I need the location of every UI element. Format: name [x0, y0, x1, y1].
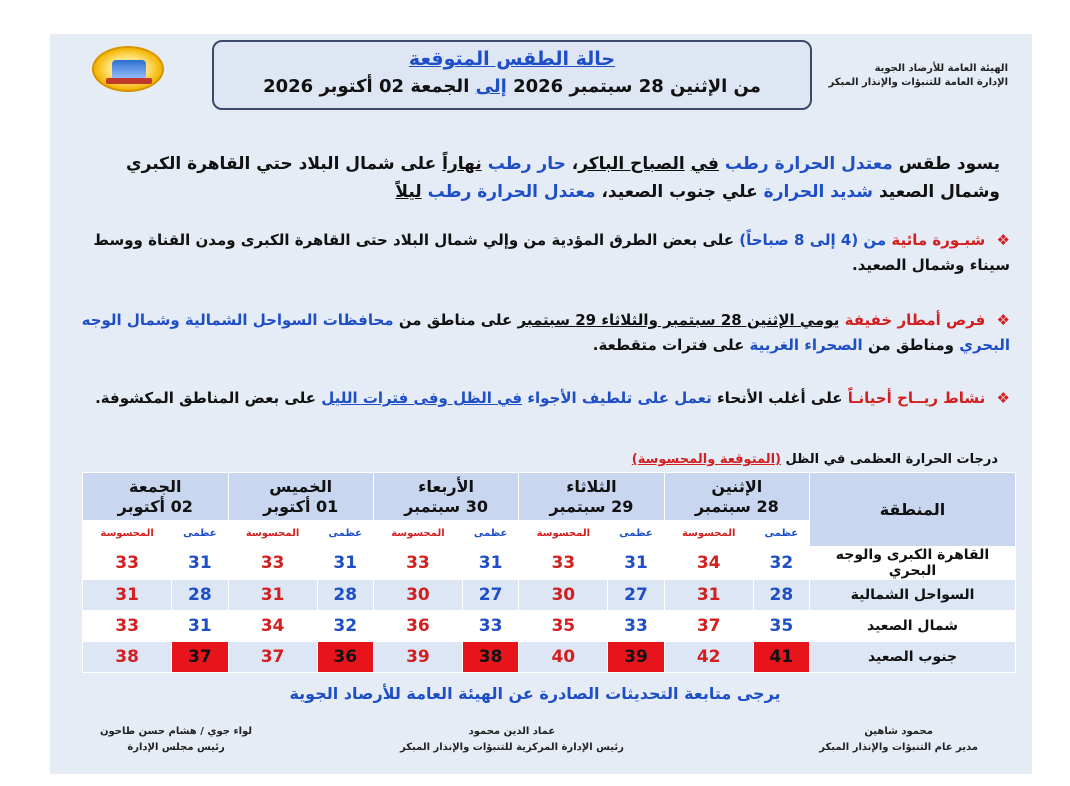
felt-temp-cell: 33 — [373, 547, 462, 580]
felt-label: المحسوسة — [373, 521, 462, 547]
diamond-bullet-icon: ❖ — [996, 231, 1010, 249]
max-temp-cell: 38 — [462, 642, 518, 673]
max-temp-cell: 32 — [753, 547, 809, 580]
intro-text: على شمال البلاد حتي القاهرة الكبري — [126, 154, 437, 174]
felt-temp-cell: 33 — [519, 547, 608, 580]
max-temp-cell: 28 — [317, 580, 373, 611]
intro-text: الصباح الباكر — [578, 154, 685, 174]
felt-temp-cell: 40 — [519, 642, 608, 673]
title-box — [212, 40, 812, 110]
region-name: جنوب الصعيد — [810, 642, 1016, 673]
max-temp-cell: 31 — [608, 547, 664, 580]
day-header: الجمعة 02 أكتوبر — [83, 473, 229, 521]
signature-right: محمود شاهين مدير عام التنبؤات والإنذار المبكر — [819, 726, 978, 753]
felt-temp-cell: 31 — [83, 580, 172, 611]
table-row — [83, 580, 1016, 611]
bullet-text: على أغلب الأنحاء — [717, 389, 843, 407]
bullet-text: على بعض الطرق المؤدية من وإلي شمال البلاد حتى القاهرة الكبرى ومدن القناة ووسط سيناء وشمال الصعيد. — [93, 231, 1010, 274]
day-header: الخميس 01 أكتوبر — [228, 473, 373, 521]
table-caption — [632, 452, 998, 467]
felt-temp-cell: 38 — [83, 642, 172, 673]
day-header: الثلاثاء 29 سبتمبر — [519, 473, 664, 521]
felt-temp-cell: 30 — [373, 580, 462, 611]
bullet-rain — [70, 308, 1010, 358]
caption-text: درجات الحرارة العظمى في الظل — [785, 452, 998, 467]
felt-temp-cell: 31 — [228, 580, 317, 611]
max-label: عظمى — [753, 521, 809, 547]
intro-paragraph — [100, 150, 1000, 206]
felt-label: المحسوسة — [83, 521, 172, 547]
page-title: حالة الطقس المتوقعة — [408, 48, 616, 70]
felt-temp-cell: 37 — [228, 642, 317, 673]
bullet-text: نشاط ريــاح أحيانـاً — [847, 389, 986, 407]
felt-temp-cell: 35 — [519, 611, 608, 642]
temperature-table — [82, 472, 1016, 673]
bullet-text: الصحراء الغربية — [749, 336, 863, 354]
bullet-text: ومناطق من — [867, 336, 954, 354]
intro-text: نهاراً — [442, 154, 482, 174]
bullet-text: على مناطق من — [398, 311, 513, 329]
table-row — [83, 642, 1016, 673]
diamond-bullet-icon: ❖ — [996, 389, 1010, 407]
max-temp-cell: 41 — [753, 642, 809, 673]
date-from: من الإثنين 28 سبتمبر 2026 — [513, 76, 761, 97]
max-temp-cell: 39 — [608, 642, 664, 673]
max-temp-cell: 27 — [462, 580, 518, 611]
felt-temp-cell: 33 — [228, 547, 317, 580]
felt-temp-cell: 36 — [373, 611, 462, 642]
bullet-text: على بعض المناطق المكشوفة. — [95, 389, 316, 407]
bullet-text: في الظل وفى فترات الليل — [321, 389, 523, 407]
felt-temp-cell: 33 — [83, 547, 172, 580]
bullet-text: من (4 إلى 8 صباحاً) — [739, 231, 887, 249]
org-department: الإدارة العامة للتنبؤات والإنذار المبكر — [828, 77, 1008, 88]
max-temp-cell: 35 — [753, 611, 809, 642]
max-temp-cell: 31 — [172, 547, 228, 580]
caption-text: (المتوقعة والمحسوسة) — [631, 452, 781, 467]
intro-text: حار رطب — [487, 154, 566, 174]
felt-label: المحسوسة — [519, 521, 608, 547]
felt-temp-cell: 33 — [83, 611, 172, 642]
felt-label: المحسوسة — [664, 521, 753, 547]
region-name: القاهرة الكبرى والوجه البحري — [810, 547, 1016, 580]
max-label: عظمى — [172, 521, 228, 547]
max-temp-cell: 37 — [172, 642, 228, 673]
bullet-text: يومي الإثنين 28 سبتمبر والثلاثاء 29 سبتمبر — [517, 311, 840, 329]
felt-temp-cell: 30 — [519, 580, 608, 611]
intro-text: معتدل الحرارة رطب — [427, 182, 596, 202]
intro-text: ليلاً — [395, 182, 422, 202]
max-temp-cell: 31 — [172, 611, 228, 642]
diamond-bullet-icon: ❖ — [996, 311, 1010, 329]
bullet-text: تعمل على تلطيف الأجواء — [527, 389, 712, 407]
org-name: الهيئة العامة للأرصاد الجوية — [874, 63, 1008, 74]
max-temp-cell: 33 — [608, 611, 664, 642]
bullet-text: على فترات متقطعة. — [592, 336, 745, 354]
org-header — [778, 62, 1008, 90]
bullet-fog — [70, 228, 1010, 278]
felt-label: المحسوسة — [228, 521, 317, 547]
region-name: شمال الصعيد — [810, 611, 1016, 642]
date-to-word: إلى — [475, 76, 507, 97]
table-row — [83, 547, 1016, 580]
felt-temp-cell: 34 — [228, 611, 317, 642]
felt-temp-cell: 37 — [664, 611, 753, 642]
max-temp-cell: 28 — [753, 580, 809, 611]
felt-temp-cell: 34 — [664, 547, 753, 580]
max-label: عظمى — [317, 521, 373, 547]
region-header: المنطقة — [810, 473, 1016, 547]
follow-updates-note: يرجى متابعة التحديثات الصادرة عن الهيئة العامة للأرصاد الجوية — [289, 684, 781, 703]
felt-temp-cell: 39 — [373, 642, 462, 673]
intro-text: علي جنوب الصعيد، — [601, 182, 758, 202]
felt-temp-cell: 31 — [664, 580, 753, 611]
max-temp-cell: 33 — [462, 611, 518, 642]
date-range — [214, 76, 810, 97]
table-row — [83, 611, 1016, 642]
region-name: السواحل الشمالية — [810, 580, 1016, 611]
date-to: الجمعة 02 أكتوبر 2026 — [263, 76, 470, 97]
max-temp-cell: 32 — [317, 611, 373, 642]
bullet-text: فرص أمطار خفيفة — [844, 311, 986, 329]
max-temp-cell: 31 — [462, 547, 518, 580]
intro-text: شديد الحرارة — [763, 182, 874, 202]
bullet-wind — [70, 386, 1010, 411]
max-temp-cell: 27 — [608, 580, 664, 611]
bullet-text: شبـورة مائية — [891, 231, 986, 249]
felt-temp-cell: 42 — [664, 642, 753, 673]
day-header: الإثنين 28 سبتمبر — [664, 473, 809, 521]
intro-text: معتدل الحرارة رطب — [724, 154, 893, 174]
intro-text: في — [690, 154, 719, 174]
signature-left: لواء جوي / هشام حسن طاحون رئيس مجلس الإدارة — [100, 726, 253, 753]
intro-text: وشمال الصعيد — [878, 182, 1000, 202]
intro-text: ، — [571, 154, 579, 174]
max-temp-cell: 28 — [172, 580, 228, 611]
bullet-text: محافظات السواحل الشمالية وشمال الوجه البحري — [81, 311, 1010, 354]
day-header: الأربعاء 30 سبتمبر — [373, 473, 518, 521]
max-temp-cell: 36 — [317, 642, 373, 673]
max-label: عظمى — [608, 521, 664, 547]
max-label: عظمى — [462, 521, 518, 547]
intro-text: يسود طقس — [898, 154, 1000, 174]
max-temp-cell: 31 — [317, 547, 373, 580]
authority-logo-icon — [92, 46, 164, 92]
signature-middle: عماد الدين محمود رئيس الإدارة المركزية للتنبؤات والإنذار المبكر — [400, 726, 624, 753]
